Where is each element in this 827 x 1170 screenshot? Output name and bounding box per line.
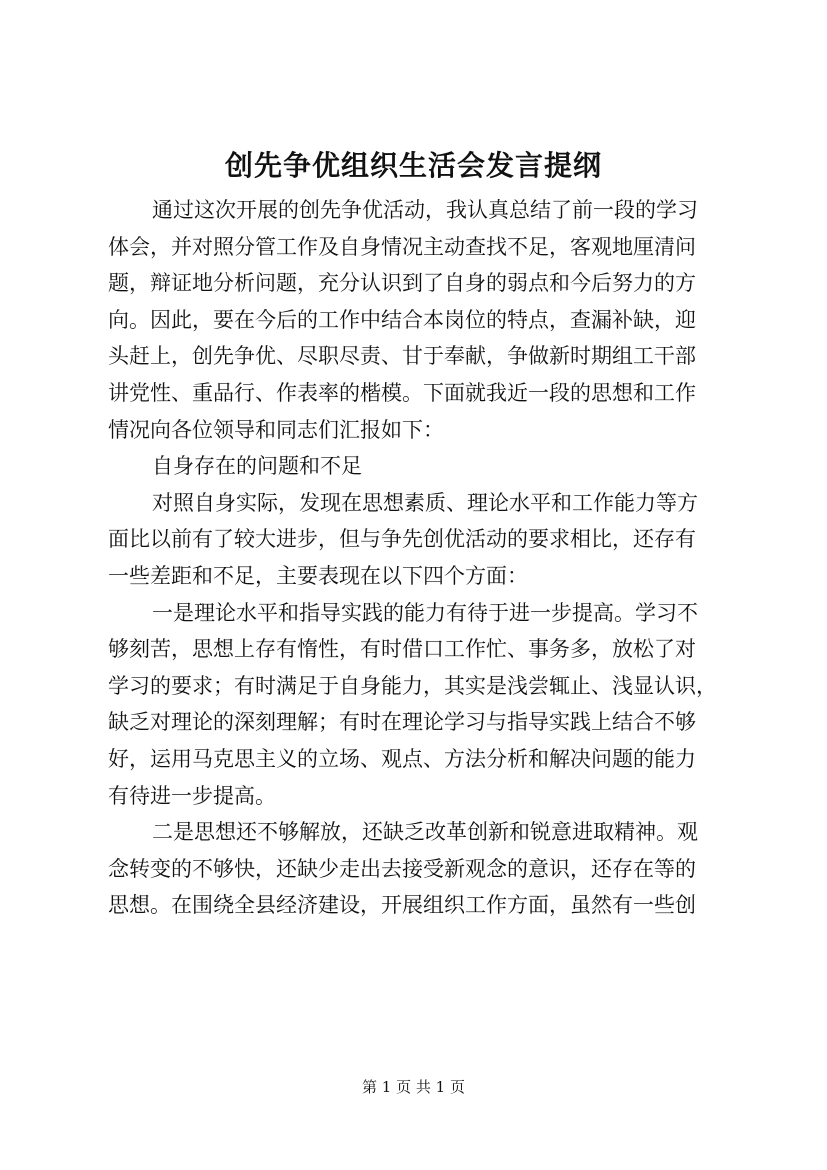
text-line: 向。因此，要在今后的工作中结合本岗位的特点，查漏补缺，迎 <box>108 307 696 332</box>
text-line: 讲党性、重品行、作表率的楷模。下面就我近一段的思想和工作 <box>108 380 696 405</box>
text-line: 够刻苦，思想上存有惰性，有时借口工作忙、事务多，放松了对 <box>108 637 696 662</box>
text-line: 一是理论水平和指导实践的能力有待于进一步提高。学习不 <box>152 600 698 625</box>
document-title: 创先争优组织生活会发言提纲 <box>224 149 602 182</box>
text-line: 二是思想还不够解放，还缺乏改革创新和锐意进取精神。观 <box>152 820 698 845</box>
text-line: 一些差距和不足，主要表现在以下四个方面： <box>108 563 528 588</box>
text-line: 念转变的不够快，还缺少走出去接受新观念的意识，还存在等的 <box>108 856 696 881</box>
text-line: 情况向各位领导和同志们汇报如下： <box>108 417 444 442</box>
text-line: 思想。在围绕全县经济建设，开展组织工作方面，虽然有一些创 <box>108 893 696 918</box>
text-line: 有待进一步提高。 <box>108 783 276 808</box>
page-footer: 第 1 页 共 1 页 <box>362 1078 465 1096</box>
text-line: 对照自身实际，发现在思想素质、理论水平和工作能力等方 <box>152 490 698 515</box>
text-line: 头赶上，创先争优、尽职尽责、甘于奉献，争做新时期组工干部 <box>108 344 696 369</box>
text-line: 好，运用马克思主义的立场、观点、方法分析和解决问题的能力 <box>108 746 696 771</box>
text-line: 面比以前有了较大进步，但与争先创优活动的要求相比，还存有 <box>108 527 696 552</box>
text-line: 题，辩证地分析问题，充分认识到了自身的弱点和今后努力的方 <box>108 271 696 296</box>
text-line: 体会，并对照分管工作及自身情况主动查找不足，客观地厘清问 <box>108 234 696 259</box>
text-line: 学习的要求；有时满足于自身能力，其实是浅尝辄止、浅显认识， <box>108 673 717 698</box>
document-body <box>108 192 722 924</box>
text-line: 自身存在的问题和不足 <box>152 454 362 479</box>
text-line: 缺乏对理论的深刻理解；有时在理论学习与指导实践上结合不够 <box>108 710 696 735</box>
text-line: 通过这次开展的创先争优活动，我认真总结了前一段的学习 <box>152 198 698 222</box>
